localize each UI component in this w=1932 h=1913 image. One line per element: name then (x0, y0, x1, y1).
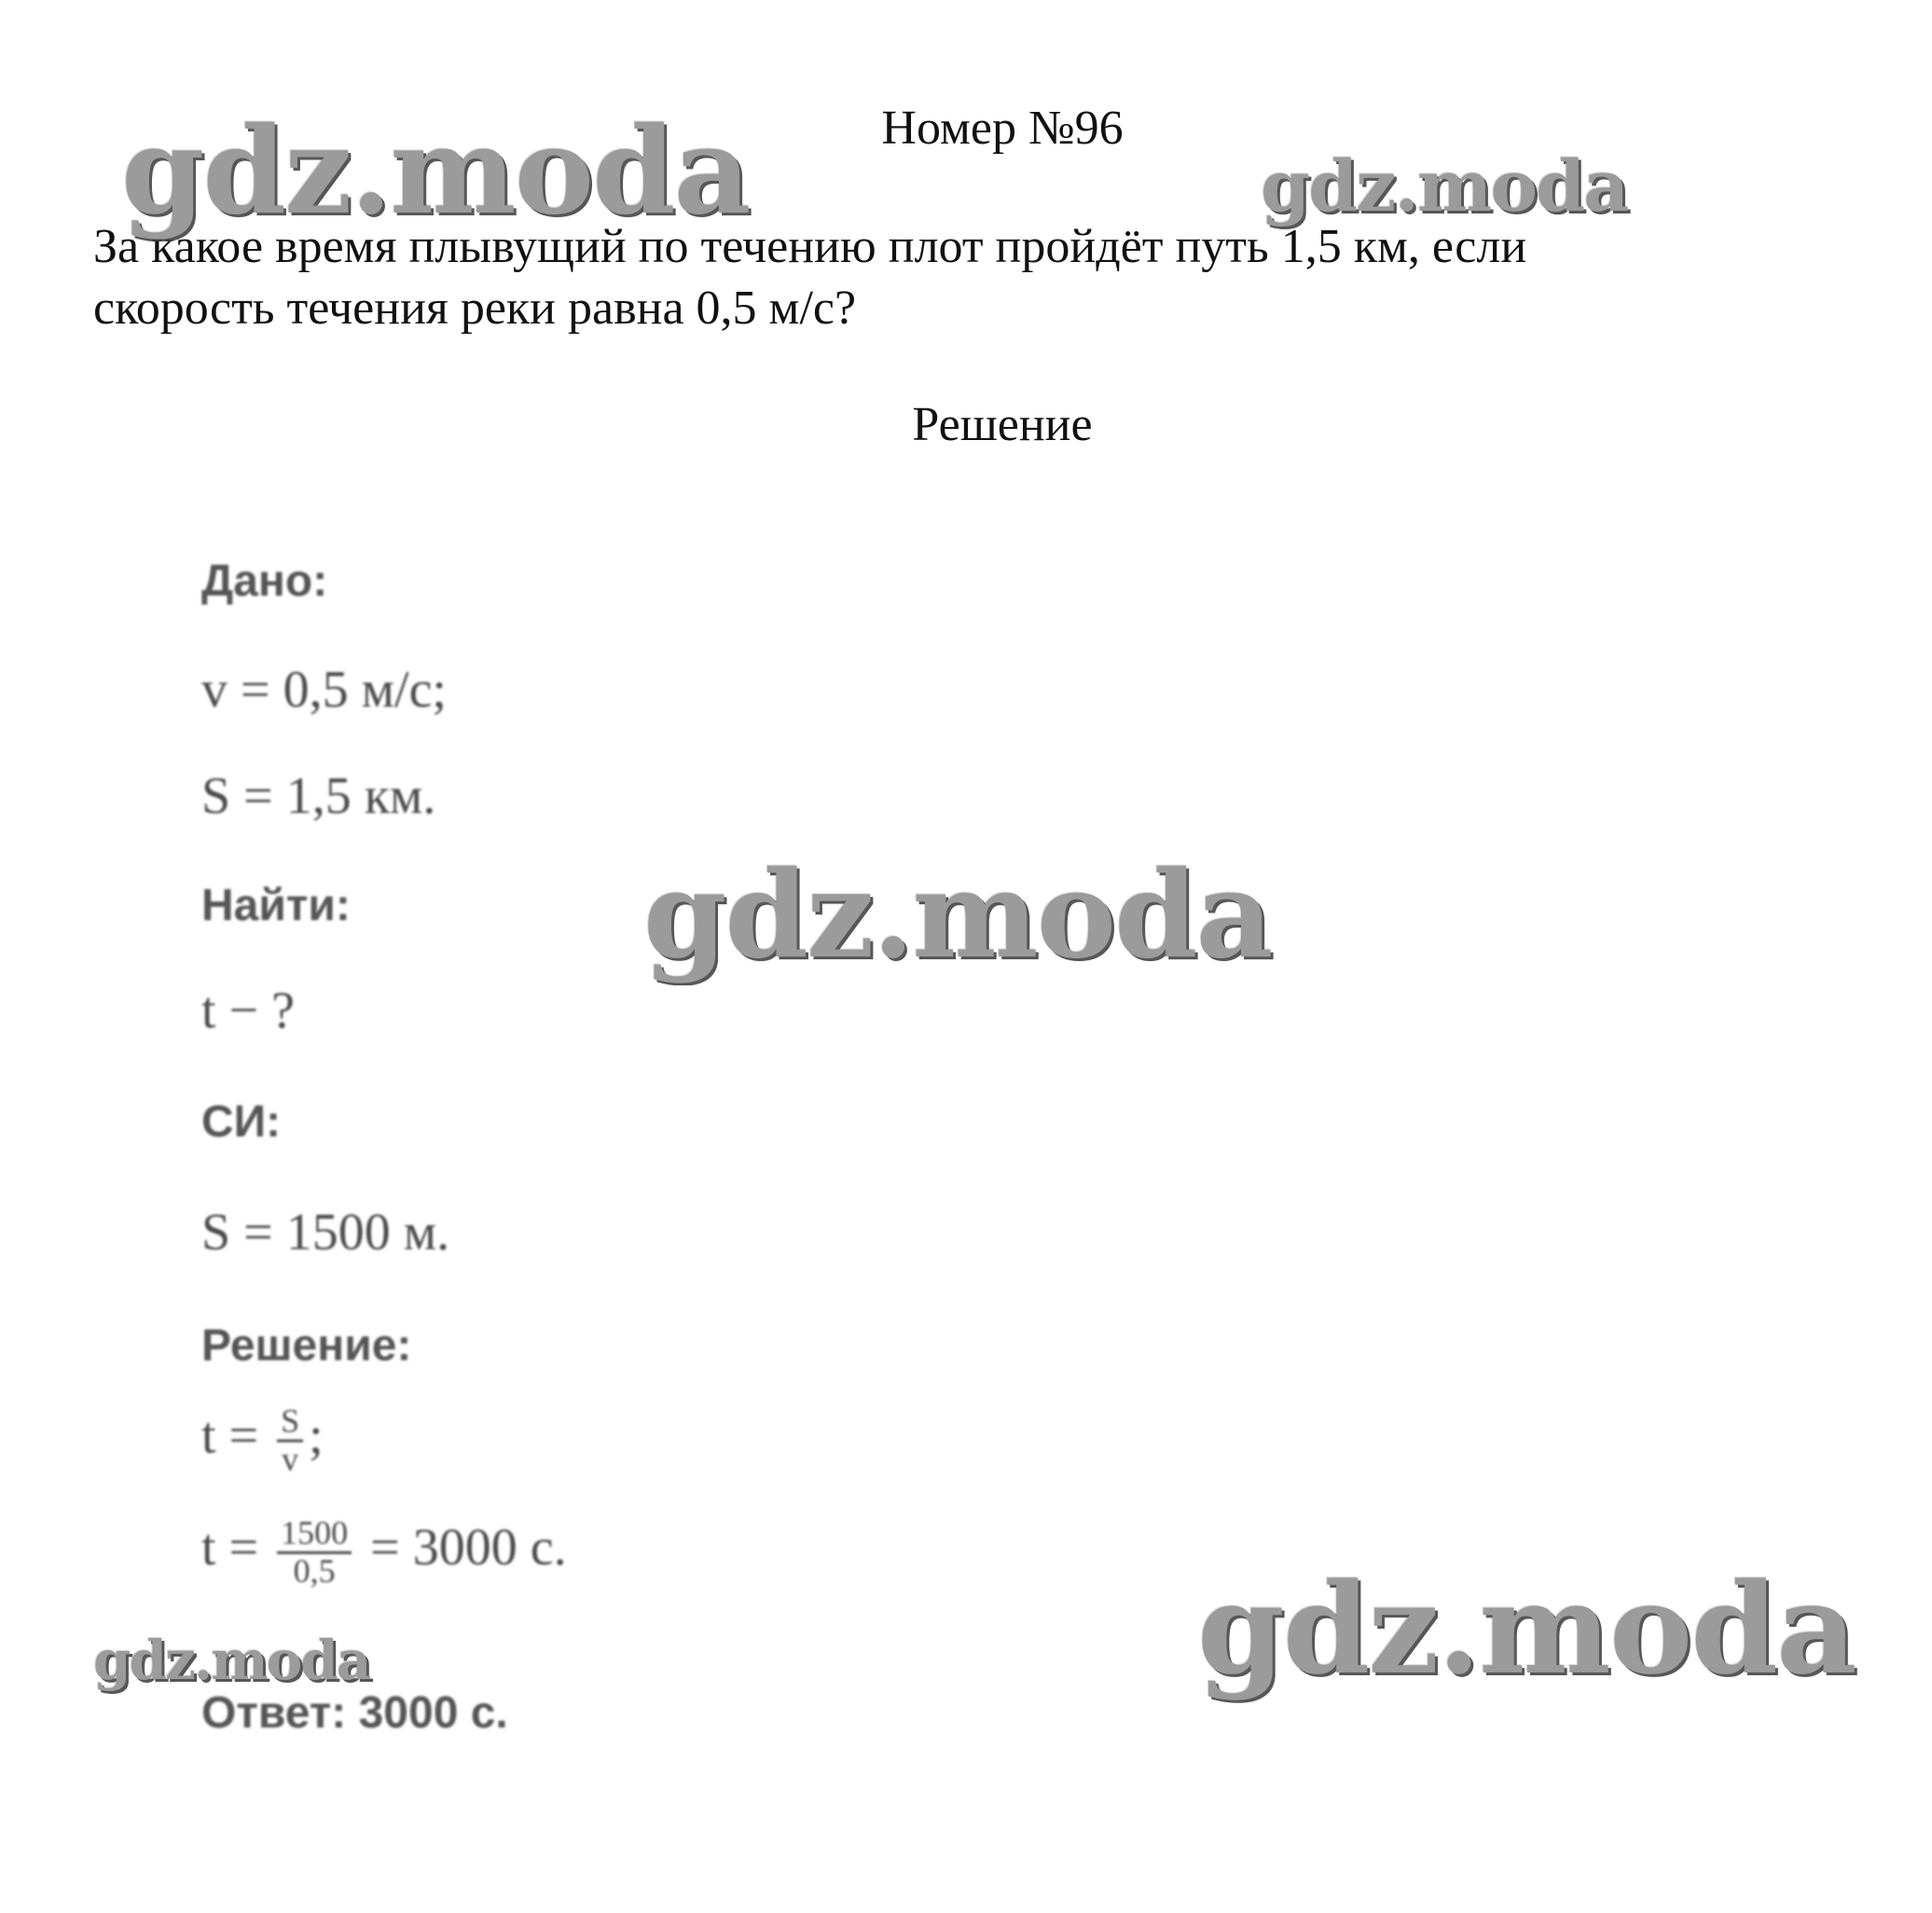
calc-numerator: 1500 (277, 1516, 352, 1554)
calc-lhs: t = (201, 1519, 272, 1577)
problem-line-2: скорость течения реки равна 0,5 м/с? (93, 282, 857, 335)
calculation-line (201, 1516, 567, 1590)
find-label: Найти: (201, 881, 351, 930)
formula-line (201, 1404, 324, 1478)
formula-denominator: v (282, 1439, 299, 1478)
watermark-logo: gdz.moda (93, 1629, 370, 1692)
watermark-logo: gdz.moda (643, 846, 1272, 985)
watermark-logo: gdz.moda (1197, 1555, 1856, 1702)
formula-numerator: S (277, 1404, 303, 1442)
find-time: t − ? (201, 982, 295, 1039)
formula-lhs: t = (201, 1407, 272, 1466)
given-distance: S = 1,5 км. (201, 767, 436, 825)
solution-heading: Решение (912, 398, 1093, 451)
calc-fraction (277, 1516, 352, 1590)
problem-number-title: Номер №96 (881, 102, 1124, 155)
watermark-logo: gdz.moda (121, 102, 750, 241)
problem-line-1: За какое время плывущий по течению плот пройдёт путь 1,5 км, если (93, 220, 1527, 273)
watermark-logo: gdz.moda (1261, 145, 1628, 227)
answer-line: Ответ: 3000 с. (201, 1688, 508, 1738)
calc-denominator: 0,5 (293, 1551, 336, 1590)
si-distance: S = 1500 м. (201, 1204, 450, 1261)
given-label: Дано: (201, 557, 328, 606)
calc-tail: = 3000 с. (357, 1519, 567, 1577)
formula-fraction (277, 1404, 303, 1478)
si-label: СИ: (201, 1097, 282, 1147)
given-velocity: v = 0,5 м/с; (201, 661, 447, 719)
formula-tail: ; (309, 1407, 324, 1466)
solution-label: Решение: (201, 1321, 412, 1370)
